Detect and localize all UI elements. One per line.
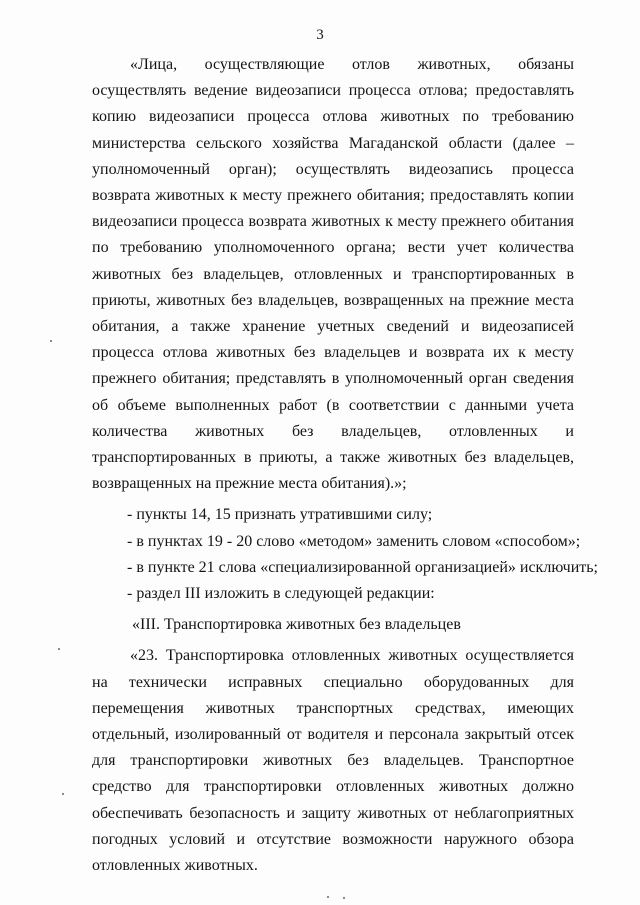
scan-speck [62, 793, 64, 795]
paragraph-23: «23. Транспортировка отловленных животных осуществляется на технически исправных специально оборудованных для перемещения животных транспортных средствах, имеющих отдельный, изолированный от водителя и персонала закрытый отсек для транспортировки животных без владельцев. Транспортное средство для транспортировки отловленных животных должно обеспечивать безопасность и защиту животных от неблагоприятных погодных условий и отсутствие возможности наружного обзора отловленных животных. [92, 647, 574, 875]
page-number: 3 [316, 27, 324, 43]
scan-speck [58, 648, 60, 650]
list-item: - пункты 14, 15 признать утратившими силу; [127, 506, 433, 524]
list-item: - в пункте 21 слова «специализированной организацией» исключить; [127, 558, 598, 576]
scan-speck [343, 897, 345, 899]
scan-speck [50, 340, 52, 342]
document-body [92, 52, 598, 879]
list-item: - в пунктах 19 - 20 слово «методом» заменить словом «способом»; [127, 532, 581, 550]
section-title: «III. Транспортировка животных без владельцев [132, 616, 461, 634]
quote-paragraph: «Лица, осуществляющие отлов животных, обязаны осуществлять ведение видеозаписи процесса отлова; предоставлять копию видеозаписи процесса отлова животных по требованию министерства сельского хозяйства Магаданской области (далее – уполномоченный орган); осуществлять видеозапись процесса возврата животных к месту прежнего обитания; предоставлять копии видеозаписи процесса возврата животных к месту прежнего обитания по требованию уполномоченного органа; вести учет количества животных без владельцев, отловленных и транспортированных в приюты, животных без владельцев, возвращенных на прежние места обитания, а также хранение учетных сведений и видеозаписей процесса отлова животных без владельцев и возврата их к месту прежнего обитания; представлять в уполномоченный орган сведения об объеме выполненных работ (в соответствии с данными учета количества животных без владельцев, отловленных и транспортированных в приюты, а также животных без владельцев, возвращенных на прежние места обитания).»; [92, 56, 574, 493]
list-item: - раздел III изложить в следующей редакции: [127, 585, 435, 603]
scan-speck [327, 896, 329, 898]
